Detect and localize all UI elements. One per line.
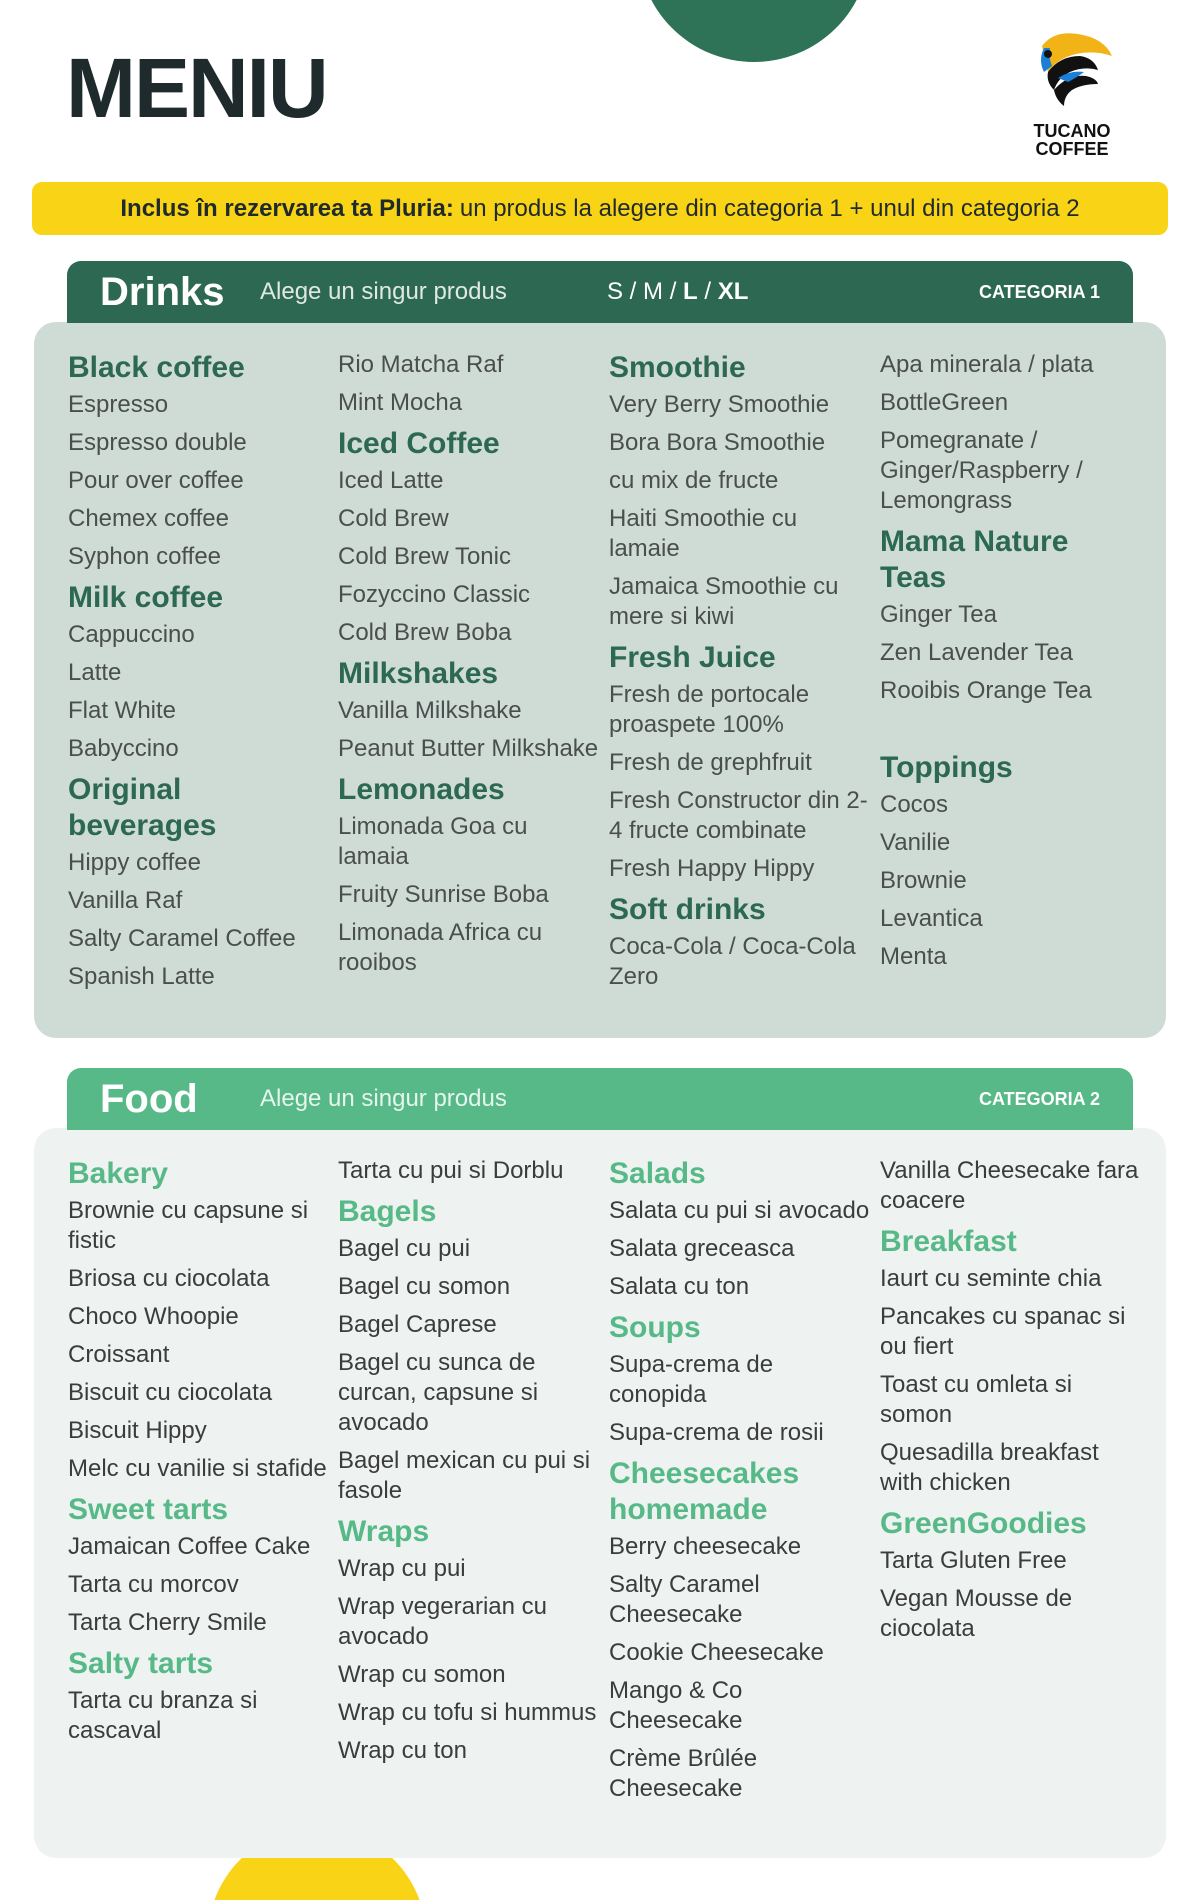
logo-line-2: COFFEE: [1035, 139, 1109, 159]
size-sep: /: [697, 278, 718, 305]
menu-item: Choco Whoopie: [68, 1303, 239, 1330]
size-sep: /: [623, 278, 644, 305]
menu-item: Berry cheesecake: [609, 1533, 802, 1560]
category-heading: Salads: [609, 1157, 706, 1190]
menu-item: Vanilla Cheesecake fara coacere: [880, 1157, 1139, 1214]
menu-item: cu mix de fructe: [609, 467, 779, 494]
food-column-4: [880, 1156, 1142, 1652]
category-heading: Smoothie: [609, 351, 746, 384]
category-label-drinks: CATEGORIA 1: [978, 281, 1100, 302]
menu-item: Cappuccino: [68, 621, 195, 648]
menu-item: Bagel Caprese: [338, 1311, 497, 1338]
menu-item: Tarta Cherry Smile: [68, 1609, 267, 1636]
category-heading: Lemonades: [338, 773, 505, 806]
category-heading: GreenGoodies: [880, 1507, 1087, 1540]
category-heading: Bakery: [68, 1157, 169, 1190]
menu-item: Bora Bora Smoothie: [609, 429, 826, 456]
menu-item: Tarta cu pui si Dorblu: [338, 1157, 564, 1184]
category-heading: Black coffee: [68, 351, 245, 384]
category-heading: Salty tarts: [68, 1647, 214, 1680]
menu-item: Pomegranate / Ginger/Raspberry / Lemongrass: [880, 427, 1083, 514]
menu-item: Fresh de grephfruit: [609, 749, 812, 776]
tucano-logo: [1024, 26, 1120, 160]
menu-item: Rooibis Orange Tea: [880, 677, 1092, 704]
food-column-3: [609, 1156, 871, 1812]
menu-item: Vanilla Raf: [68, 887, 183, 914]
menu-item: Iaurt cu seminte chia: [880, 1265, 1102, 1292]
category-heading: Original beverages: [68, 773, 217, 842]
category-heading: Milk coffee: [68, 581, 224, 614]
menu-item: Salty Caramel Cheesecake: [609, 1571, 760, 1628]
drinks-header: [67, 261, 1133, 323]
menu-item: Chemex coffee: [68, 505, 229, 532]
section-title-drinks: Drinks: [100, 269, 225, 314]
menu-item: Biscuit Hippy: [68, 1417, 207, 1444]
logo-wordmark: [1024, 122, 1120, 158]
menu-item: Croissant: [68, 1341, 170, 1368]
menu-item: Limonada Africa cu rooibos: [338, 919, 543, 976]
menu-item: Salata cu ton: [609, 1273, 750, 1300]
size-s: S: [607, 278, 624, 305]
menu-item: Wrap cu tofu si hummus: [338, 1699, 597, 1726]
menu-item: Vanilla Milkshake: [338, 697, 522, 724]
menu-item: Fruity Sunrise Boba: [338, 881, 549, 908]
category-heading: Mama Nature Teas: [880, 525, 1069, 594]
menu-item: Supa-crema de conopida: [609, 1351, 774, 1408]
category-heading: Toppings: [880, 751, 1013, 784]
menu-item: Tarta cu morcov: [68, 1571, 239, 1598]
size-options: [607, 278, 748, 306]
menu-item: Latte: [68, 659, 122, 686]
banner-text: un produs la alegere din categoria 1 + unul din categoria 2: [459, 194, 1080, 222]
menu-item: Fresh Constructor din 2-4 fructe combinate: [609, 787, 868, 844]
drinks-column-1: [68, 350, 330, 1000]
menu-item: Wrap cu somon: [338, 1661, 506, 1688]
menu-item: Jamaican Coffee Cake: [68, 1533, 311, 1560]
menu-item: Brownie: [880, 867, 967, 894]
menu-item: Cookie Cheesecake: [609, 1639, 824, 1666]
menu-item: Zen Lavender Tea: [880, 639, 1074, 666]
menu-item: Salty Caramel Coffee: [68, 925, 296, 952]
menu-item: Brownie cu capsune si fistic: [68, 1197, 309, 1254]
menu-item: Supa-crema de rosii: [609, 1419, 824, 1446]
menu-item: Bagel mexican cu pui si fasole: [338, 1447, 591, 1504]
menu-item: Flat White: [68, 697, 177, 724]
decorative-green-circle: [638, 0, 870, 62]
menu-item: Briosa cu ciocolata: [68, 1265, 270, 1292]
category-heading: Cheesecakes homemade: [609, 1457, 800, 1526]
menu-item: Biscuit cu ciocolata: [68, 1379, 273, 1406]
menu-item: Fozyccino Classic: [338, 581, 531, 608]
menu-item: Toast cu omleta si somon: [880, 1371, 1073, 1428]
menu-item: Fresh de portocale proaspete 100%: [609, 681, 810, 738]
section-title-food: Food: [100, 1076, 198, 1121]
drinks-column-2: [338, 350, 600, 986]
menu-item: Jamaica Smoothie cu mere si kiwi: [609, 573, 839, 630]
section-subtitle-drinks: Alege un singur produs: [260, 278, 507, 305]
spacer: [880, 714, 1142, 750]
drinks-column-3: [609, 350, 871, 1000]
food-column-2: [338, 1156, 600, 1774]
menu-item: Crème Brûlée Cheesecake: [609, 1745, 758, 1802]
menu-item: Iced Latte: [338, 467, 444, 494]
page-title: MENIU: [66, 41, 327, 135]
menu-item: Salata greceasca: [609, 1235, 795, 1262]
menu-item: Cold Brew Boba: [338, 619, 512, 646]
category-heading: Wraps: [338, 1515, 430, 1548]
menu-item: Fresh Happy Hippy: [609, 855, 815, 882]
category-heading: Bagels: [338, 1195, 437, 1228]
category-label-food: CATEGORIA 2: [978, 1088, 1100, 1109]
menu-item: Spanish Latte: [68, 963, 215, 990]
menu-item: Quesadilla breakfast with chicken: [880, 1439, 1099, 1496]
menu-item: Vanilie: [880, 829, 951, 856]
banner-bold-text: Inclus în rezervarea ta Pluria:: [120, 194, 454, 222]
menu-item: Rio Matcha Raf: [338, 351, 504, 378]
menu-item: Limonada Goa cu lamaia: [338, 813, 528, 870]
size-l: L: [683, 278, 698, 305]
category-heading: Fresh Juice: [609, 641, 776, 674]
menu-item: Coca-Cola / Coca-Cola Zero: [609, 933, 856, 990]
menu-item: Salata cu pui si avocado: [609, 1197, 870, 1224]
category-heading: Iced Coffee: [338, 427, 500, 460]
menu-item: Bagel cu pui: [338, 1235, 471, 1262]
category-heading: Breakfast: [880, 1225, 1017, 1258]
category-heading: Sweet tarts: [68, 1493, 229, 1526]
menu-item: BottleGreen: [880, 389, 1009, 416]
menu-item: Bagel cu somon: [338, 1273, 511, 1300]
menu-item: Very Berry Smoothie: [609, 391, 830, 418]
category-heading: Soups: [609, 1311, 701, 1344]
menu-item: Ginger Tea: [880, 601, 997, 628]
inclusion-banner: [32, 182, 1168, 235]
section-subtitle-food: Alege un singur produs: [260, 1085, 507, 1112]
menu-item: Cold Brew: [338, 505, 449, 532]
menu-item: Mint Mocha: [338, 389, 463, 416]
menu-item: Pour over coffee: [68, 467, 244, 494]
menu-item: Wrap vegerarian cu avocado: [338, 1593, 547, 1650]
menu-item: Cocos: [880, 791, 949, 818]
food-header: [67, 1068, 1133, 1130]
category-heading: Soft drinks: [609, 893, 766, 926]
menu-item: Melc cu vanilie si stafide: [68, 1455, 327, 1482]
menu-item: Bagel cu sunca de curcan, capsune si avocado: [338, 1349, 539, 1436]
menu-item: Peanut Butter Milkshake: [338, 735, 599, 762]
size-m: M: [643, 278, 664, 305]
menu-item: Espresso: [68, 391, 169, 418]
menu-item: Mango & Co Cheesecake: [609, 1677, 743, 1734]
size-sep: /: [663, 278, 684, 305]
menu-item: Wrap cu ton: [338, 1737, 467, 1764]
category-heading: Milkshakes: [338, 657, 499, 690]
menu-item: Babyccino: [68, 735, 179, 762]
menu-item: Cold Brew Tonic: [338, 543, 511, 570]
menu-item: Menta: [880, 943, 947, 970]
menu-item: Tarta Gluten Free: [880, 1547, 1067, 1574]
menu-item: Tarta cu branza si cascaval: [68, 1687, 258, 1744]
menu-item: Espresso double: [68, 429, 247, 456]
drinks-column-4: [880, 350, 1142, 980]
food-column-1: [68, 1156, 330, 1754]
menu-item: Pancakes cu spanac si ou fiert: [880, 1303, 1126, 1360]
toucan-icon: [1024, 26, 1120, 122]
menu-item: Syphon coffee: [68, 543, 222, 570]
menu-item: Vegan Mousse de ciocolata: [880, 1585, 1073, 1642]
menu-item: Hippy coffee: [68, 849, 201, 876]
menu-item: Apa minerala / plata: [880, 351, 1094, 378]
menu-item: Levantica: [880, 905, 983, 932]
menu-item: Wrap cu pui: [338, 1555, 466, 1582]
menu-item: Haiti Smoothie cu lamaie: [609, 505, 798, 562]
logo-line-1: TUCANO: [1033, 121, 1111, 141]
size-xl: XL: [717, 278, 749, 305]
